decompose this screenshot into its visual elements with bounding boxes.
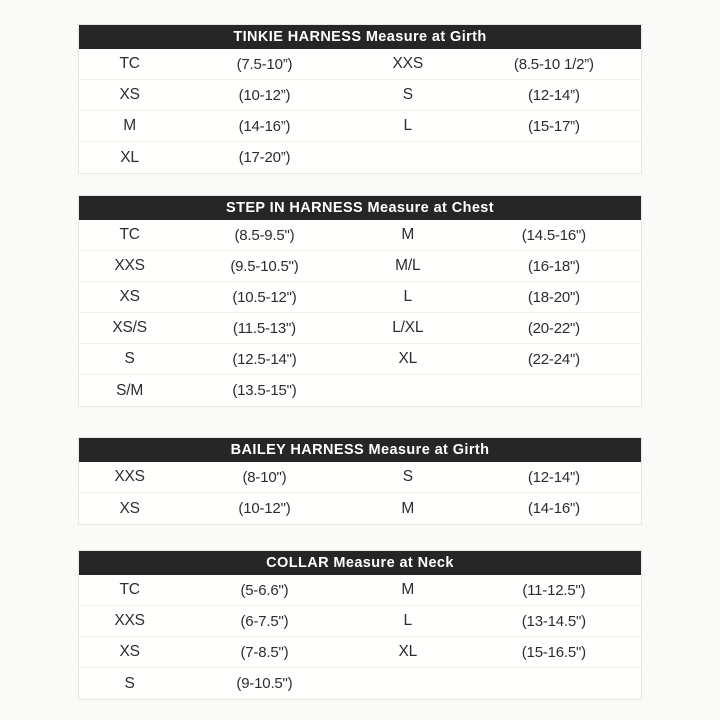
size-range: (7.5-10”) [236, 55, 293, 73]
table-body-bailey-harness [79, 462, 641, 524]
size-label: M [401, 581, 415, 598]
size-range: (5-6.6") [240, 581, 289, 599]
table-row [79, 493, 641, 524]
size-label: XL [398, 643, 418, 660]
size-label: XXS [392, 55, 423, 72]
size-table-step-in-harness [78, 195, 642, 407]
size-label: XL [120, 148, 139, 166]
size-range: (13.5-15") [232, 382, 297, 399]
size-label: TC [119, 226, 140, 243]
size-label: S [124, 350, 135, 367]
table-row [79, 111, 641, 142]
table-body-collar [79, 575, 641, 699]
table-title-bailey-harness: BAILEY HARNESS Measure at Girth [79, 438, 641, 462]
size-label: L [403, 117, 412, 134]
size-label: L [403, 288, 412, 305]
table-row [79, 462, 641, 493]
table-title-collar: COLLAR Measure at Neck [79, 551, 641, 575]
size-label: TC [119, 55, 140, 72]
size-range: (12-14") [527, 468, 580, 486]
table-body-tinkie-harness [79, 49, 641, 173]
table-row [79, 668, 641, 699]
table-title-tinkie-harness: TINKIE HARNESS Measure at Girth [79, 25, 641, 49]
size-table-tinkie-harness [78, 24, 642, 174]
size-range: (12-14”) [528, 86, 580, 104]
size-range: (6-7.5") [240, 612, 289, 630]
size-label: XXS [114, 612, 145, 629]
size-range: (20-22") [527, 319, 580, 337]
table-row [79, 606, 641, 637]
size-range: (8.5-10 1/2”) [513, 55, 594, 73]
size-label: XXS [114, 257, 145, 274]
table-row [79, 251, 641, 282]
table-row [79, 80, 641, 111]
size-range: (10.5-12") [232, 288, 297, 306]
size-range: (15-16.5") [521, 643, 586, 661]
size-label: XL [398, 350, 418, 367]
size-range: (9.5-10.5") [230, 257, 299, 275]
size-range: (15-17”) [528, 117, 580, 135]
table-body-step-in-harness [79, 220, 641, 406]
size-range: (18-20") [527, 288, 580, 306]
size-label: XS [119, 288, 140, 305]
size-label: XS/S [112, 319, 147, 336]
size-range: (14.5-16") [521, 226, 586, 244]
size-range: (16-18") [527, 257, 580, 275]
size-label: S [402, 86, 413, 103]
table-row [79, 575, 641, 606]
size-label: S [124, 674, 135, 692]
size-range: (22-24") [527, 350, 580, 368]
size-range: (10-12") [238, 500, 291, 517]
table-row [79, 637, 641, 668]
size-label: L/XL [392, 319, 424, 336]
size-label: L [403, 612, 412, 629]
table-row [79, 49, 641, 80]
size-range: (7-8.5") [240, 643, 289, 661]
size-range: (12.5-14") [232, 350, 297, 368]
size-label: M [123, 117, 136, 134]
size-label: M [401, 499, 415, 517]
table-row [79, 375, 641, 406]
size-table-bailey-harness [78, 437, 642, 525]
size-range: (14-16") [527, 500, 580, 517]
size-label: S [402, 468, 413, 485]
size-range: (8.5-9.5") [234, 226, 295, 244]
size-range: (10-12”) [238, 86, 291, 104]
size-label: XS [119, 86, 140, 103]
size-table-collar [78, 550, 642, 700]
size-range: (8-10") [242, 468, 287, 486]
size-label: S/M [116, 381, 144, 399]
size-range: (17-20”) [238, 149, 291, 166]
size-range: (14-16”) [238, 117, 291, 135]
size-range: (11.5-13") [232, 319, 296, 337]
size-range: (11-12.5") [522, 581, 586, 599]
size-label: XS [119, 499, 140, 517]
table-title-step-in-harness: STEP IN HARNESS Measure at Chest [79, 196, 641, 220]
table-row [79, 220, 641, 251]
size-label: M [401, 226, 415, 243]
table-row [79, 313, 641, 344]
table-row [79, 282, 641, 313]
size-range: (13-14.5") [521, 612, 586, 630]
table-row [79, 344, 641, 375]
size-label: M/L [395, 257, 421, 274]
size-label: XS [119, 643, 140, 660]
size-label: TC [119, 581, 140, 598]
size-range: (9-10.5") [236, 675, 293, 692]
table-row [79, 142, 641, 173]
size-label: XXS [114, 468, 145, 485]
